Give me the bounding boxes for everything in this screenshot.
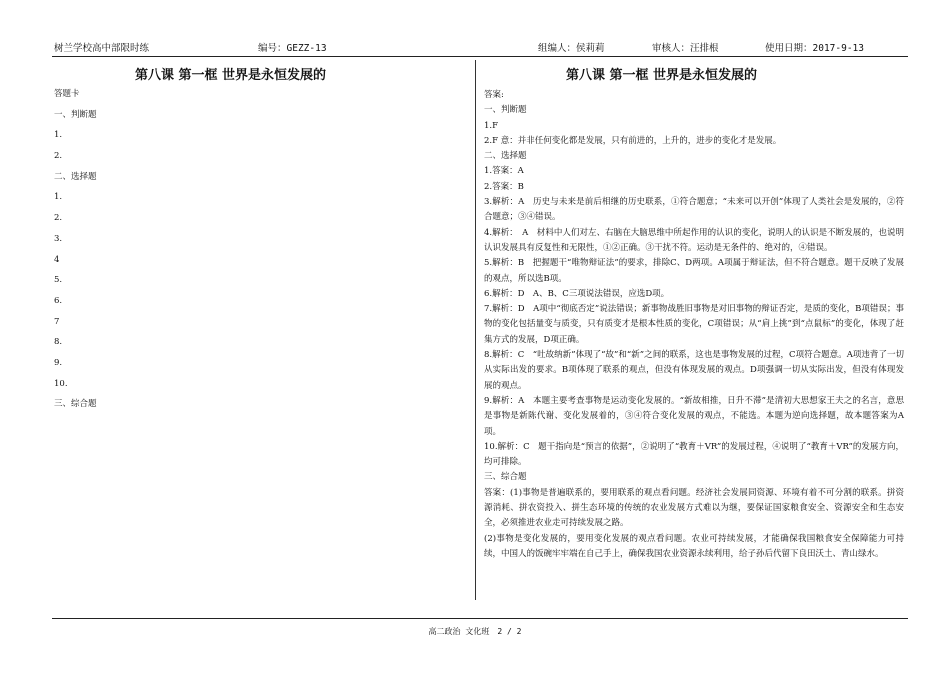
answer-sheet-line: 一、判断题 [54,109,97,120]
answer-key-paragraph: 二、选择题 [484,151,527,162]
answer-sheet-line: 1. [54,130,63,141]
answer-sheet-line: 8. [54,337,63,348]
column-divider [475,60,476,600]
left-page-title: 第八课 第一框 世界是永恒发展的 [135,68,327,83]
answer-sheet-line: 三、综合题 [54,399,97,410]
answer-sheet-line: 答题卡 [54,89,80,99]
answer-sheet [54,88,454,419]
answer-key-paragraph: 10.解析：C 题干指向是“预言的依据”，②说明了“教育＋VR”的发展过程，④说明了“教育＋VR”的发展方向，均可排除。 [484,441,904,468]
footer-rule [52,618,908,619]
answer-sheet-line: 3. [54,233,63,244]
header-code: 编号：GEZZ-13 [258,43,327,54]
answer-sheet-line: 5. [54,275,63,286]
answer-key-paragraph: 7.解析：D A项中“彻底否定”说法错误；新事物战胜旧事物是对旧事物的辩证否定，是质的变化，B项错误；事物的变化包括量变与质变，只有质变才是根本性质的变化，C项错误；从“肩上挑”到“点鼠标”的变化，体现了赶集方式的发展，D项正确。 [484,304,904,345]
header-reviewer: 审核人：汪排根 [652,43,719,54]
answer-key-paragraph: 答案: [484,90,504,100]
answer-key [484,88,904,562]
answer-key-paragraph: 4.解析： A 材料中人们对左、右脑在大脑思维中所起作用的认识的变化，说明人的认识是不断发展的，也说明认识发展具有反复性和无限性，①②正确。③干扰不符。运动是无条件的、绝对的，④错误。 [484,227,904,253]
answer-sheet-line: 9. [54,357,63,368]
answer-key-paragraph: 8.解析：C “吐故纳新”体现了“故”和“新”之间的联系，这也是事物发展的过程，C项符合题意。A项违背了一切从实际出发的要求。B项体现了联系的观点，但没有体现发展的观点。D项强调一切从实际出发，但没有体现发展的观点。 [484,350,904,391]
answer-sheet-line: 10. [54,378,68,389]
answer-key-paragraph: 5.解析：B 把握题干“唯物辩证法”的要求，排除C、D两项。A项属于辩证法，但不符合题意。题干反映了发展的观点，所以选B项。 [484,258,904,284]
answer-key-paragraph: 三、综合题 [484,472,527,483]
answer-sheet-line: 2. [54,213,63,224]
answer-key-paragraph: 1.答案：A [484,166,524,177]
answer-key-paragraph: 1.F [484,120,499,131]
answer-key-paragraph: 2.F 意：并非任何变化都是发展，只有前进的，上升的，进步的变化才是发展。 [484,135,782,146]
answer-sheet-line: 7 [54,316,60,327]
answer-key-paragraph: 6.解析：D A、B、C三项说法错误，应选D项。 [484,288,670,299]
answer-key-paragraph: 2.答案：B [484,181,524,192]
footer-page-info: 高二政治 文化班 2 / 2 [428,627,522,636]
right-page-title: 第八课 第一框 世界是永恒发展的 [566,68,758,83]
header-school: 树兰学校高中部限时练 [54,43,150,54]
header-date: 使用日期：2017-9-13 [765,43,864,54]
answer-key-paragraph: 一、判断题 [484,105,527,116]
answer-key-paragraph: 3.解析：A 历史与未来是前后相继的历史联系，①符合题意；“未来可以开创”体现了人类社会是发展的，②符合题意；③④错误。 [484,197,904,223]
answer-sheet-line: 4 [54,254,60,265]
answer-key-paragraph: (2)事物是变化发展的，要用变化发展的观点看问题。农业可持续发展，才能确保我国粮食安全保障能力可持续，中国人的饭碗牢牢端在自己手上，确保我国农业资源永续利用，给子孙后代留下良田沃土、青山绿水。 [484,533,904,559]
header-rule [52,56,908,57]
answer-sheet-line: 1. [54,192,63,203]
answer-sheet-line: 2. [54,151,63,162]
answer-sheet-line: 6. [54,295,63,306]
answer-key-paragraph: 答案：(1)事物是普遍联系的，要用联系的观点看问题。经济社会发展同资源、环境有着不可分割的联系。拼资源消耗、拼农资投入、拼生态环境的传统的农业发展方式难以为继，要保证国家粮食安全、资源安全和生态安全，必须推进农业走可持续发展之路。 [484,487,904,529]
answer-key-paragraph: 9.解析：A 本题主要考查事物是运动变化发展的。“新故相推，日升不滞”是清初大思想家王夫之的名言，意思是事物是新陈代谢、变化发展着的，③④符合变化发展的观点，不能选。本题为逆向选择题，故本题答案为A项。 [484,395,904,437]
header-editor: 组编人：侯莉莉 [538,43,605,54]
answer-sheet-line: 二、选择题 [54,171,97,182]
